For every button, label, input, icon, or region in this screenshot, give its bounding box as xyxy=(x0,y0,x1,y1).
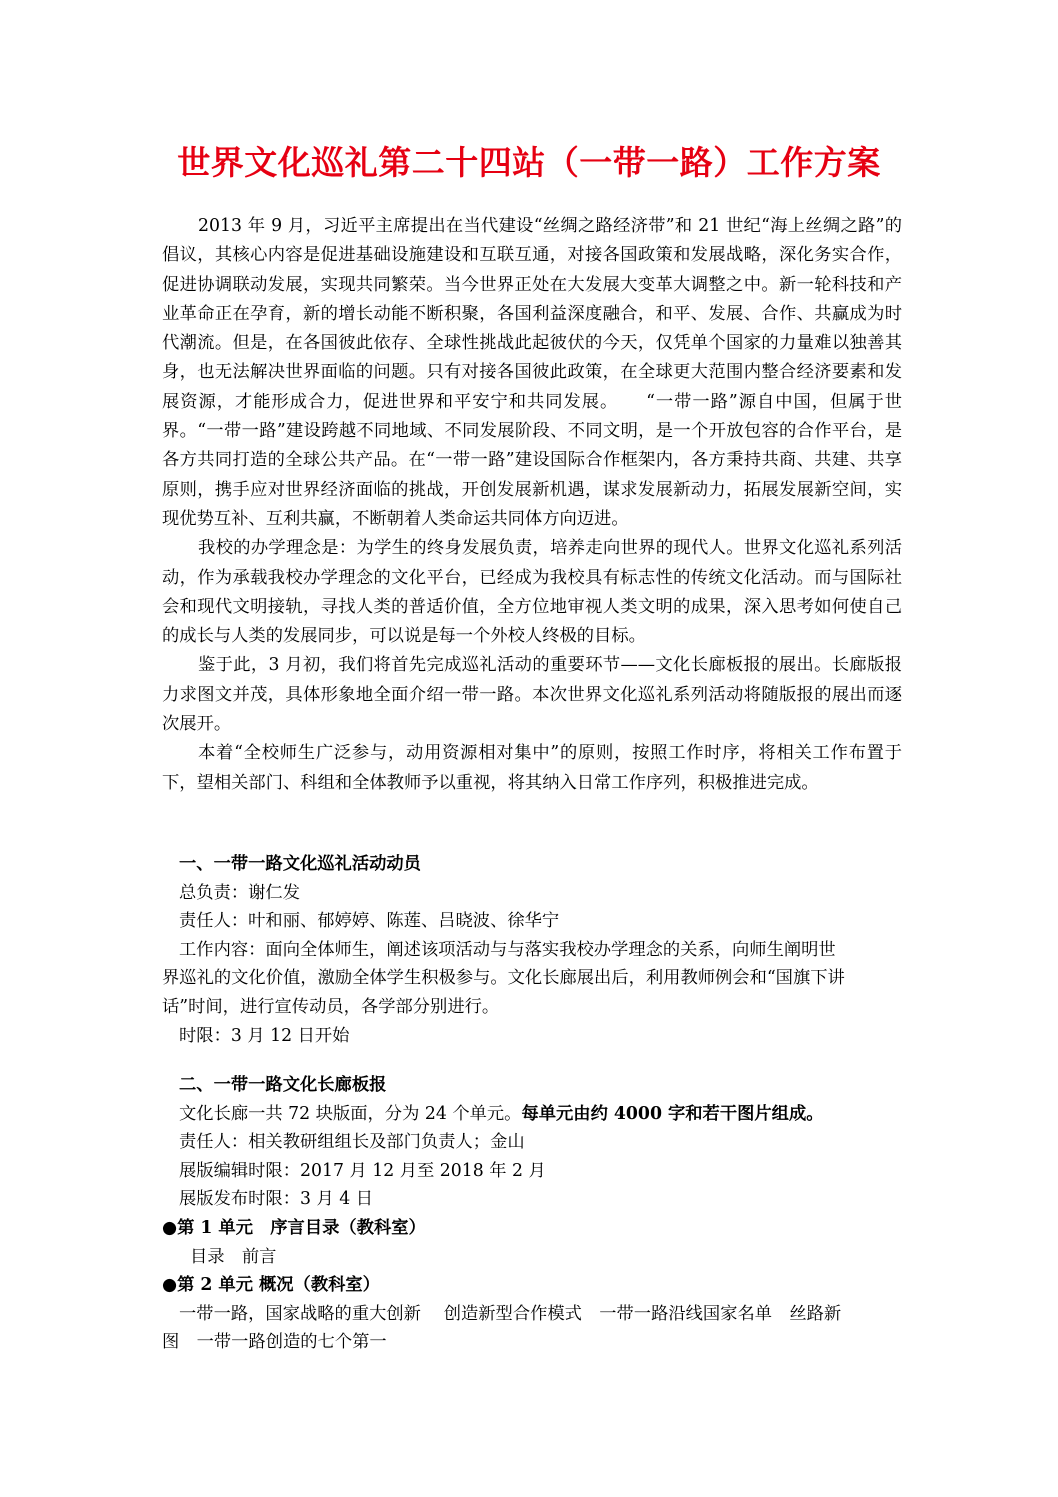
intro-paragraph: 2013 年 9 月，习近平主席提出在当代建设“丝绸之路经济带”和 21 世纪“海上丝绸之路”的倡议，其核心内容是促进基础设施建设和互联互通，对接各国政策和发展战略，深化务实合作，促进协调联动发展，实现共同繁荣。当今世界正处在大发展大变革大调整之中。新一轮科技和产业革命正在孕育，新的增长动能不断积聚，各国利益深度融合，和平、发展、合作、共赢成为时代潮流。但是，在各国彼此依存、全球性挑战此起彼伏的今天，仅凭单个国家的力量难以独善其身，也无法解决世界面临的问题。只有对接各国彼此政策，在全球更大范围内整合经济要素和发展资源，才能形成合力，促进世界和平安宁和共同发展。 “一带一路”源自中国，但属于世界。“一带一路”建设跨越不同地域、不同发展阶段、不同文明，是一个开放包容的合作平台，是各方共同打造的全球公共产品。在“一带一路”建设国际合作框架内，各方秉持共商、共建、共享原则，携手应对世界经济面临的挑战，开创发展新机遇，谋求发展新动力，拓展发展新空间，实现优势互补、互利共赢，不断朝着人类命运共同体方向迈进。 xyxy=(162,216,902,529)
intro-paragraph: 我校的办学理念是：为学生的终身发展负责，培养走向世界的现代人。世界文化巡礼系列活动，作为承载我校办学理念的文化平台，已经成为我校具有标志性的传统文化活动。而与国际社会和现代文明接轨，寻找人类的普适价值，全方位地审视人类文明的成果，深入思考如何使自己的成长与人类的发展同步，可以说是每一个外校人终极的目标。 xyxy=(162,538,902,647)
intro-paragraph: 鉴于此，3 月初，我们将首先完成巡礼活动的重要环节——文化长廊板报的展出。长廊版报力求图文并茂，具体形象地全面介绍一带一路。本次世界文化巡礼系列活动将随版报的展出而逐次展开。 xyxy=(162,655,902,735)
section-corridor-board xyxy=(162,1071,902,1357)
section-mobilization xyxy=(162,850,902,1050)
work-content: 工作内容：面向全体师生，阐述该项活动与与落实我校办学理念的关系，向师生阐明世 xyxy=(179,939,836,960)
edit-deadline: 展版编辑时限：2017 月 12 月至 2018 年 2 月 xyxy=(179,1160,546,1181)
unit-heading: ●第 2 单元 概况（教科室） xyxy=(162,1275,380,1296)
unit-item: 图 一带一路创造的七个第一 xyxy=(162,1332,387,1353)
board-summary xyxy=(162,1100,902,1129)
summary-emphasis: 每单元由约 4000 字和若干图片组成。 xyxy=(521,1103,824,1124)
intro-section xyxy=(162,212,902,798)
summary-text: 文化长廊一共 72 块版面，分为 24 个单元。 xyxy=(179,1103,522,1124)
work-content: 界巡礼的文化价值，激励全体学生积极参与。文化长廊展出后，利用教师例会和“国旗下讲 xyxy=(162,968,845,989)
work-content: 话”时间，进行宣传动员，各学部分别进行。 xyxy=(162,996,500,1017)
deadline: 时限：3 月 12 日开始 xyxy=(179,1025,350,1046)
responsible-persons: 责任人：叶和丽、郁婷婷、陈莲、吕晓波、徐华宁 xyxy=(179,911,560,932)
responsible-persons: 责任人：相关教研组组长及部门负责人；金山 xyxy=(179,1132,525,1153)
publish-deadline: 展版发布时限：3 月 4 日 xyxy=(179,1189,374,1210)
section-heading: 二、一带一路文化长廊板报 xyxy=(179,1075,387,1095)
intro-paragraph: 本着“全校师生广泛参与，动用资源相对集中”的原则，按照工作时序，将相关工作布置于下，望相关部门、科组和全体教师予以重视，将其纳入日常工作序列，积极推进完成。 xyxy=(162,743,902,793)
unit-item: 一带一路，国家战略的重大创新 创造新型合作模式 一带一路沿线国家名单 丝路新 xyxy=(179,1303,842,1324)
section-heading: 一、一带一路文化巡礼活动动员 xyxy=(179,854,421,874)
unit-item: 目录 前言 xyxy=(190,1246,277,1267)
lead-person: 总负责：谢仁发 xyxy=(179,882,300,903)
unit-heading: ●第 1 单元 序言目录（教科室） xyxy=(162,1217,426,1238)
document-title: 世界文化巡礼第二十四站（一带一路）工作方案 xyxy=(177,143,881,182)
